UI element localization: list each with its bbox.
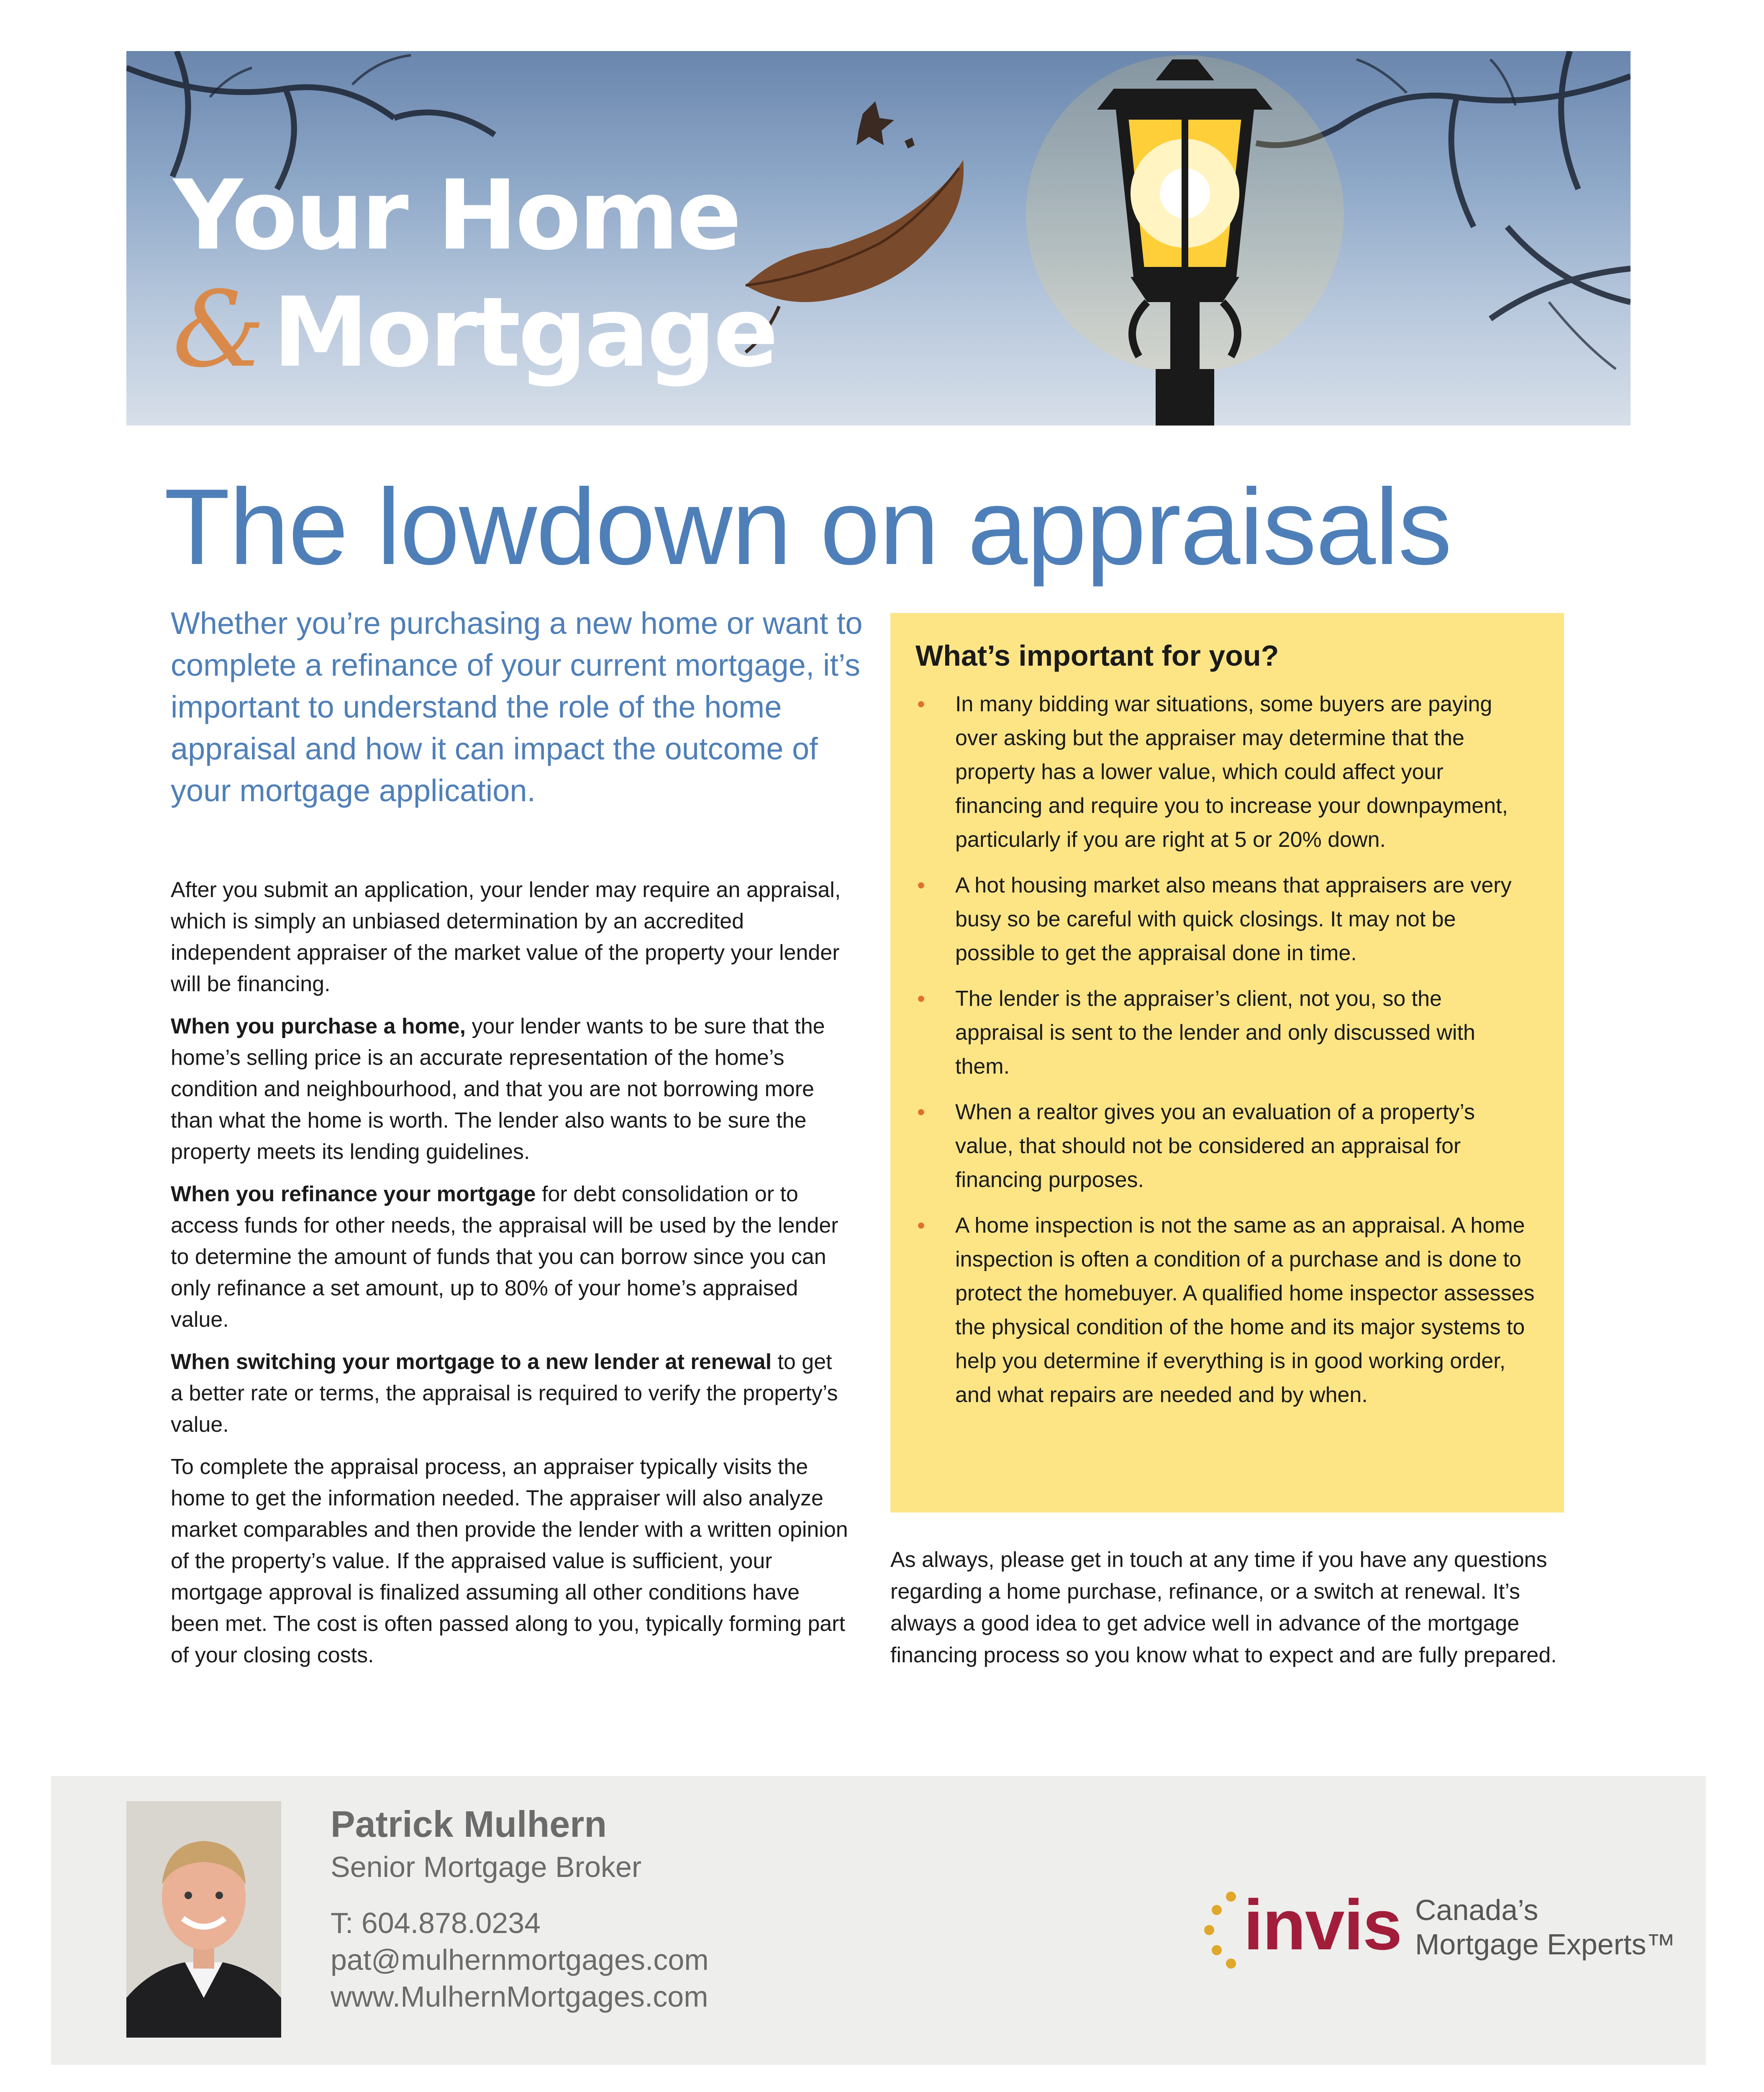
invis-tagline-line1: Canada’s — [1415, 1894, 1538, 1926]
list-item — [915, 982, 1535, 1084]
paragraph-appraisal-intro: After you submit an application, your lender may require an appraisal, which is simply an unbiased determination by an accredited independent appraiser of the market value of the property your lender will be financing. — [171, 878, 841, 996]
broker-email-link[interactable]: pat@mulhernmortgages.com — [331, 1943, 709, 1976]
autumn-leaf-icon — [746, 160, 964, 352]
tip-text: In many bidding war situations, some buyers are paying over asking but the appraiser may determine that the property has a lower value, which could affect your financing and require you to increase your downpayment, particularly if you are right at 5 or 20% down. — [955, 692, 1508, 852]
broker-portrait-icon — [126, 1801, 281, 2038]
paragraph-process: To complete the appraisal process, an appraiser typically visits the home to get the information needed. The appraiser will also analyze market comparables and then provide the lender with a written opinion of the property’s value. If the appraised value is sufficient, your mortgage approval is finalized assuming all other conditions have been met. The cost is often passed along to you, typically forming part of your closing costs. — [171, 1455, 848, 1667]
broker-footer — [51, 1776, 1706, 2065]
tip-text: A home inspection is not the same as an appraisal. A home inspection is often a condition of a purchase and is done to protect the homebuyer. A qualified home inspector assesses the physical condition of the home and its major systems to help you determine if everything is in good working order, and what repairs are needed and by when. — [955, 1213, 1535, 1407]
paragraph-purchase-lead: When you purchase a home, — [171, 1014, 466, 1038]
invis-dots-icon — [1202, 1881, 1248, 1989]
article-lede: Whether you’re purchasing a new home or want to complete a refinance of your current mortgage, it’s important to understand the role of the home appraisal and how it can impact the outcome of your mortgage application. — [171, 606, 863, 808]
tips-box — [890, 613, 1564, 1513]
broker-phone[interactable]: T: 604.878.0234 — [331, 1907, 541, 1939]
invis-wordmark: invis — [1244, 1885, 1402, 1965]
paragraph-purchase — [171, 1011, 849, 1168]
tips-heading: What’s important for you? — [915, 639, 1279, 672]
paragraph-refinance-text: for debt consolidation or to access funds for other needs, the appraisal will be used by the lender to determine the amount of funds that you can borrow since you can only refinance a set amount, up to 80% of your home’s appraised value. — [171, 1182, 838, 1332]
paragraph-renewal-text: to get a better rate or terms, the appraisal is required to verify the property’s value. — [171, 1350, 838, 1437]
broker-name: Patrick Mulhern — [331, 1803, 607, 1845]
paragraph-refinance — [171, 1179, 849, 1336]
list-item — [915, 1095, 1535, 1197]
paragraph-renewal — [171, 1346, 849, 1441]
list-item — [915, 1209, 1535, 1412]
paragraph-purchase-text: your lender wants to be sure that the home’s selling price is an accurate representation of the home’s condition and neighbourhood, and that you are not borrowing more than what the home is worth. The lender also wants to be sure the property meets its lending guidelines. — [171, 1014, 825, 1164]
list-item — [915, 869, 1535, 970]
article-headline: The lowdown on appraisals — [164, 466, 1451, 587]
bullet-icon: • — [917, 692, 925, 717]
invis-logo — [1202, 1881, 1704, 1989]
broker-photo — [126, 1801, 281, 2038]
tip-text: A hot housing market also means that appraisers are very busy so be careful with quick closings. It may not be possible to get the appraisal done in time. — [955, 873, 1512, 965]
bullet-icon: • — [917, 1213, 925, 1238]
broker-title: Senior Mortgage Broker — [331, 1851, 642, 1883]
broker-contact — [331, 1801, 709, 2015]
falling-leaves-icon — [856, 101, 915, 149]
closing-paragraph: As always, please get in touch at any time if you have any questions regarding a home purchase, refinance, or a switch at renewal. It’s always a good idea to get advice well in advance of the mortgage financing process so you know what to expect and are fully prepared. — [890, 1548, 1557, 1667]
tips-list — [915, 687, 1535, 1412]
paragraph-renewal-lead: When switching your mortgage to a new lender at renewal — [171, 1350, 772, 1374]
list-item — [915, 687, 1535, 857]
tip-text: When a realtor gives you an evaluation of a property’s value, that should not be considered an appraisal for financing purposes. — [955, 1100, 1475, 1192]
bullet-icon: • — [917, 873, 925, 898]
bullet-icon: • — [917, 986, 925, 1011]
tip-text: The lender is the appraiser’s client, not you, so the appraisal is sent to the lender and only discussed with them. — [955, 987, 1475, 1079]
paragraph-refinance-lead: When you refinance your mortgage — [171, 1182, 536, 1206]
broker-website-link[interactable]: www.MulhernMortgages.com — [331, 1980, 708, 2013]
article-body — [171, 874, 849, 1682]
bullet-icon: • — [917, 1100, 925, 1125]
masthead-your-home: Your Home — [173, 160, 739, 272]
masthead-mortgage: Mortgage — [273, 277, 776, 389]
header-banner — [126, 51, 1631, 426]
masthead-ampersand: & — [172, 269, 266, 390]
invis-tagline-line2: Mortgage Experts™ — [1415, 1928, 1676, 1961]
street-lamp-icon — [1026, 55, 1344, 426]
